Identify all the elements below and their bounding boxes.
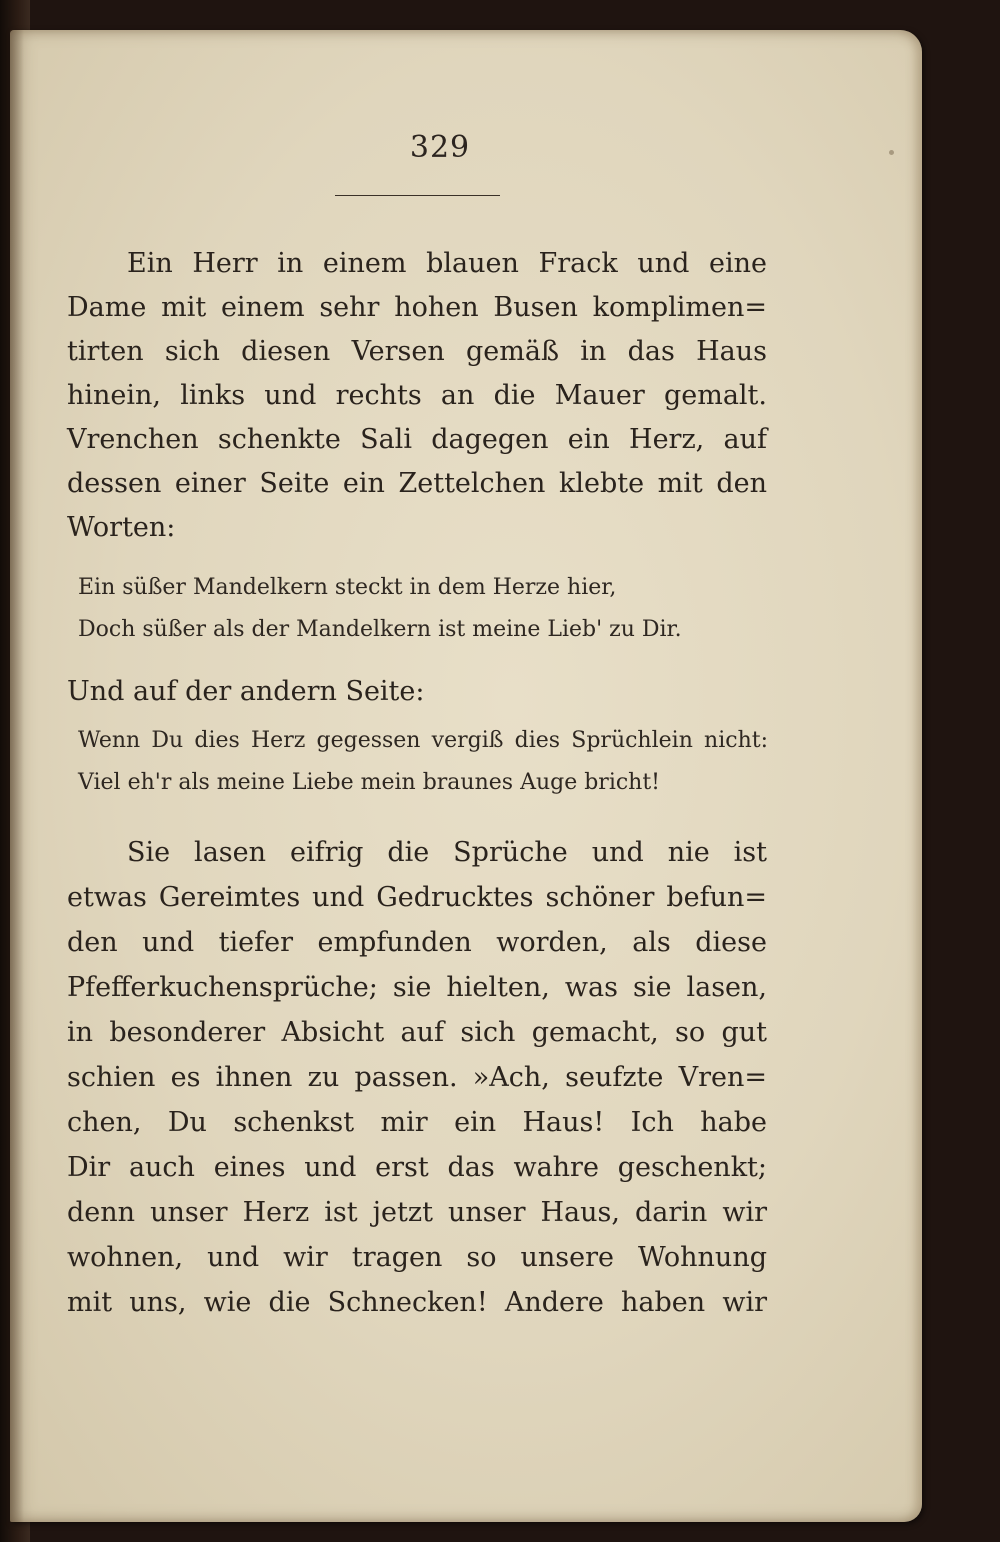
text-line: dessen einer Seite ein Zettelchen klebte mit den (67, 468, 767, 499)
verse-1 (78, 567, 768, 651)
text-line: den und tiefer empfunden worden, als diese (67, 927, 767, 958)
book-page (10, 30, 922, 1522)
text-line: Vrenchen schenkte Sali dagegen ein Herz, auf (67, 424, 767, 455)
text-line: schien es ihnen zu passen. »Ach, seufzte Vren= (67, 1062, 767, 1093)
text-line: Sie lasen eifrig die Sprüche und nie ist (127, 837, 767, 868)
verse-line: Ein süßer Mandelkern steckt in dem Herze hier, (78, 575, 617, 600)
section-heading (67, 670, 767, 714)
text-line: etwas Gereimtes und Gedrucktes schöner befun= (67, 882, 767, 913)
paragraph-2 (67, 830, 767, 1325)
paragraph-1 (67, 242, 767, 550)
verse-line: Viel eh'r als meine Liebe mein braunes Auge bricht! (78, 770, 661, 795)
text-line: Worten: (67, 512, 176, 543)
text-line: in besonderer Absicht auf sich gemacht, so gut (67, 1017, 767, 1048)
text-line: denn unser Herz ist jetzt unser Haus, darin wir (67, 1197, 767, 1228)
text-line: hinein, links und rechts an die Mauer gemalt. (67, 380, 767, 411)
text-line: Und auf der andern Seite: (67, 676, 425, 707)
text-line: Dame mit einem sehr hohen Busen komplimen= (67, 292, 767, 323)
text-line: wohnen, und wir tragen so unsere Wohnung (67, 1242, 767, 1273)
verse-line: Wenn Du dies Herz gegessen vergiß dies Sprüchlein nicht: (78, 728, 768, 753)
text-line: chen, Du schenkst mir ein Haus! Ich habe (67, 1107, 767, 1138)
paper-speck (889, 150, 894, 155)
text-line: Pfefferkuchensprüche; sie hielten, was sie lasen, (67, 972, 767, 1003)
verse-line: Doch süßer als der Mandelkern ist meine Lieb' zu Dir. (78, 617, 682, 642)
text-line: Dir auch eines und erst das wahre geschenkt; (67, 1152, 767, 1183)
text-line: Ein Herr in einem blauen Frack und eine (127, 248, 767, 279)
text-line: tirten sich diesen Versen gemäß in das Haus (67, 336, 767, 367)
page-number: 329 (409, 130, 471, 165)
header-rule (335, 195, 500, 196)
text-line: mit uns, wie die Schnecken! Andere haben wir (67, 1287, 767, 1318)
verse-2 (78, 720, 768, 804)
